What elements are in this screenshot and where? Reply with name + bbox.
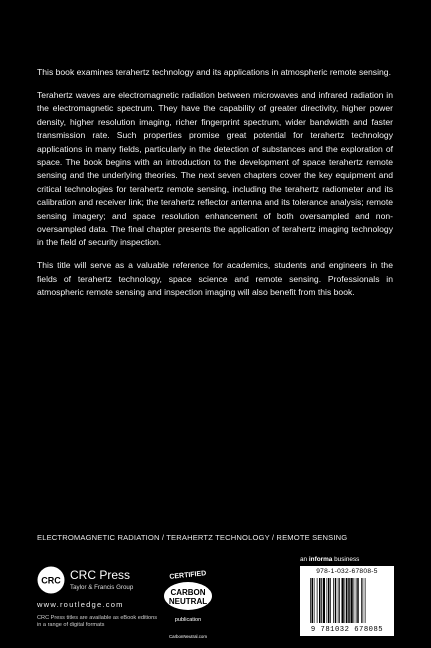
isbn-top-text: 978-1-032-67808-5 [316, 568, 378, 575]
barcode-bar [354, 578, 355, 623]
barcode-bar [361, 578, 362, 623]
barcode-bar [357, 578, 359, 623]
informa-prefix: an [300, 556, 308, 563]
subject-categories: ELECTROMAGNETIC RADIATION / TERAHERTZ TECHNOLOGY / REMOTE SENSING [37, 533, 348, 542]
isbn-bottom-text: 9 781032 678085 [310, 626, 384, 634]
barcode-bar [317, 578, 318, 623]
barcode-bar [327, 578, 328, 623]
barcode-bar [363, 578, 364, 623]
svg-text:CRC: CRC [41, 575, 61, 586]
barcode-bar [310, 578, 311, 623]
barcode-bar [335, 578, 337, 623]
barcode-bars-icon [310, 578, 384, 623]
informa-brand: informa [308, 556, 333, 563]
informa-business-tag [300, 556, 359, 563]
svg-text:publication: publication [174, 617, 202, 623]
barcode-bar [333, 578, 334, 623]
ebook-note: CRC Press titles are available as eBook editions in a range of digital formats [37, 615, 158, 629]
barcode-bar [345, 578, 346, 623]
blurb-paragraph-2: Terahertz waves are electromagnetic radiation between microwaves and infrared radiation in the electromagnetic spectrum. They have the capability of greater directivity, higher power density, higher resolution imaging, richer fingerprint spectrum, wider bandwidth and faster transmission rate. Such properties promise great potential for terahertz technology applications in many fields, particularly in the detection of substances and the exploration of space. The book begins with an introduction to the development of space terahertz remote sensing and the underlying theories. The next seven chapters cover the key equipment and critical technologies for terahertz remote sensing, including the terahertz radiometer and its calibration and receiver link; the terahertz reflector antenna and its tolerance analysis; remote sensing imagery; and space resolution enhancement of both oversampled and non-oversampled data. The final chapter presents the application of terahertz imaging technology in the field of security inspection. [37, 89, 393, 248]
barcode-bar [328, 578, 330, 623]
carbon-neutral-badge-icon [157, 567, 219, 633]
publisher-name: CRC Press [70, 568, 131, 582]
crc-press-logo-icon [37, 566, 65, 594]
barcode-bar [314, 578, 315, 623]
barcode-bar [348, 578, 350, 623]
isbn-barcode [300, 566, 394, 636]
barcode-bar [338, 578, 339, 623]
blurb-paragraph-1: This book examines terahertz technology and its applications in atmospheric remote sensing. [37, 67, 391, 77]
svg-text:CARBON: CARBON [170, 588, 206, 597]
back-cover-blurb [37, 66, 393, 309]
barcode-bar [339, 578, 340, 623]
barcode-bar [330, 578, 331, 623]
barcode-bar [323, 578, 325, 623]
barcode-bar [321, 578, 322, 623]
barcode-bar [346, 578, 348, 623]
informa-suffix: business [334, 556, 360, 563]
barcode-bar [365, 578, 366, 623]
carbon-neutral-url: CarbonNeutral.com [168, 634, 208, 639]
blurb-paragraph-3: This title will serve as a valuable reference for academics, students and engineers in the fields of terahertz technology, space science and remote sensing. Professionals in atmospheric remote sensing and inspection imaging will also benefit from this book. [37, 260, 393, 298]
publisher-website: www.routledge.com [37, 600, 124, 609]
svg-text:CERTIFIED: CERTIFIED [169, 570, 207, 581]
svg-text:NEUTRAL: NEUTRAL [168, 597, 208, 606]
barcode-bar [312, 578, 314, 623]
barcode-bar [356, 578, 357, 623]
barcode-bar [342, 578, 344, 623]
barcode-bar [319, 578, 321, 623]
publisher-group: Taylor & Francis Group [70, 584, 134, 591]
barcode-bar [351, 578, 353, 623]
